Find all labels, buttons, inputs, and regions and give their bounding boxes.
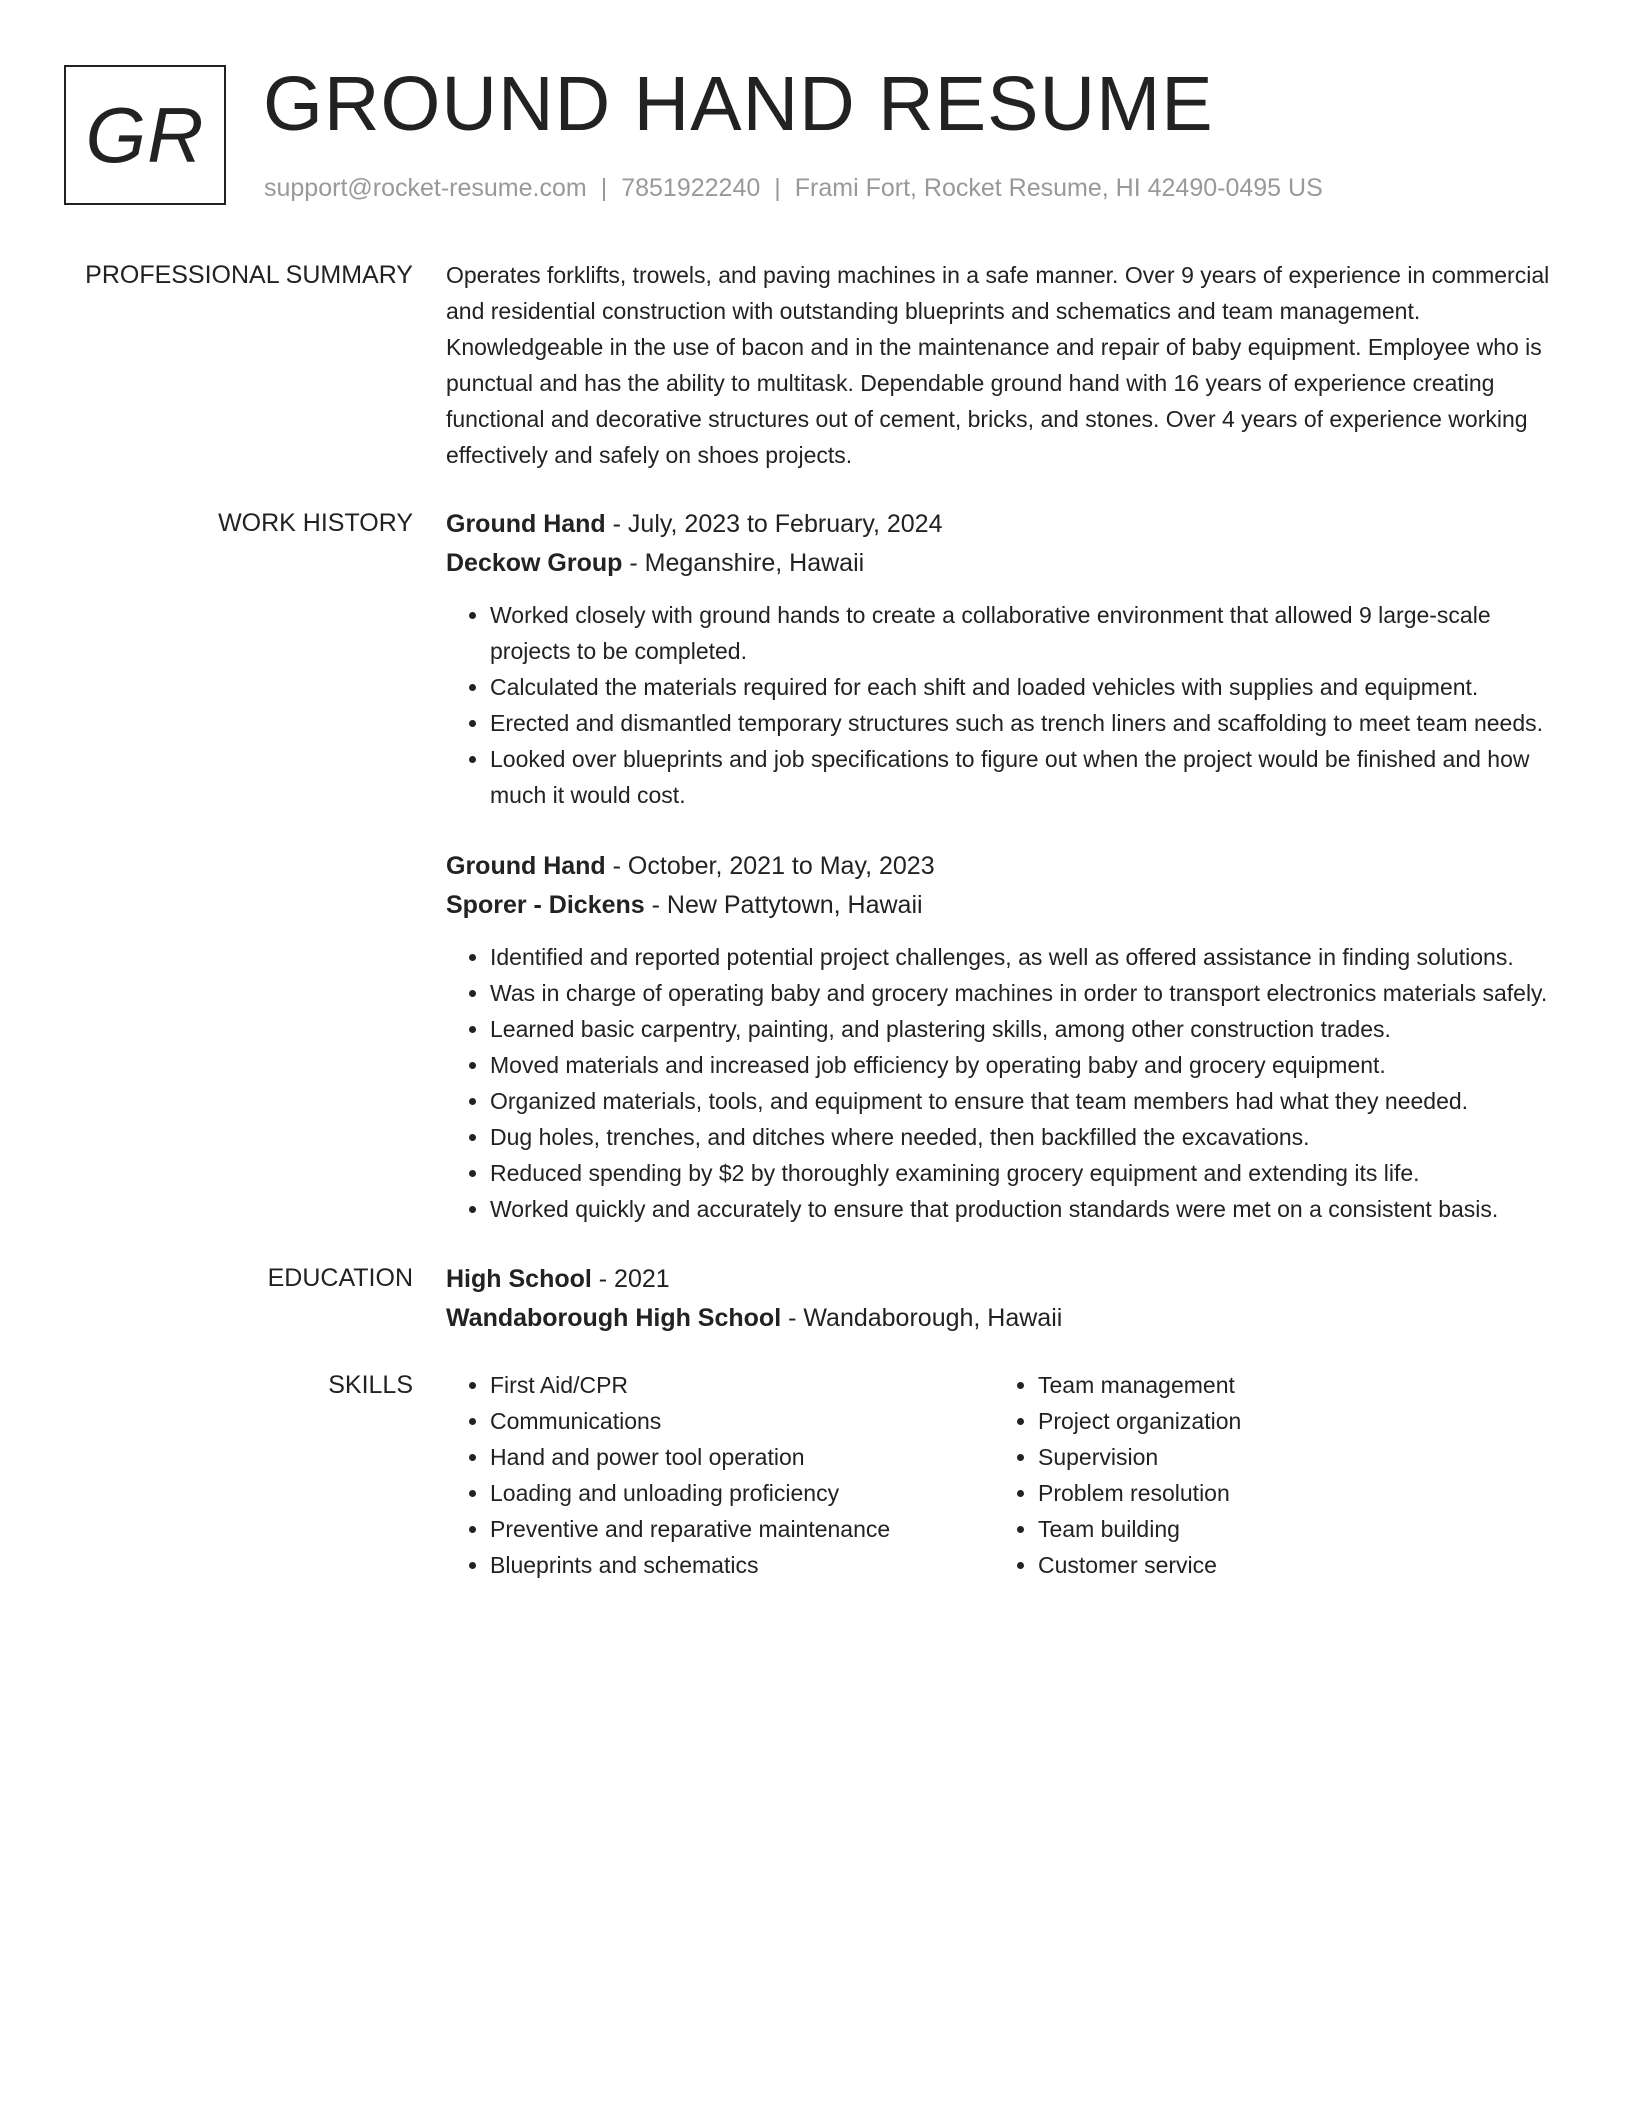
work-history-section [64, 505, 1576, 1227]
job-bullet: • Was in charge of operating baby and grocery machines in order to transport electronics materials safely. [490, 975, 1561, 1011]
job-bullet: • Reduced spending by $2 by thoroughly examining grocery equipment and extending its life. [490, 1155, 1561, 1191]
job-bullet: • Worked closely with ground hands to create a collaborative environment that allowed 9 large-scale projects to be completed. [490, 597, 1561, 669]
job-role: Ground Hand [446, 510, 606, 538]
job-bullet-list [446, 597, 1561, 813]
work-history-body [446, 505, 1561, 1227]
contact-phone[interactable]: 7851922240 [621, 174, 761, 202]
job-bullet: • Worked quickly and accurately to ensure that production standards were met on a consistent basis. [490, 1191, 1561, 1227]
job-bullet: • Identified and reported potential project challenges, as well as offered assistance in finding solutions. [490, 939, 1561, 975]
skill-item: • Problem resolution [1038, 1475, 1542, 1511]
contact-separator: | [600, 174, 608, 202]
education-year: - 2021 [591, 1265, 670, 1293]
work-history-heading: WORK HISTORY [218, 509, 413, 537]
skill-item: • Loading and unloading proficiency [490, 1475, 994, 1511]
job-company: Sporer - Dickens [446, 891, 645, 919]
contact-separator: | [774, 174, 781, 202]
contact-line [264, 174, 1323, 203]
skill-item: • Blueprints and schematics [490, 1547, 994, 1583]
job-entry [446, 505, 1561, 813]
skills-section [64, 1367, 1576, 1583]
job-bullet: • Dug holes, trenches, and ditches where needed, then backfilled the excavations. [490, 1119, 1561, 1155]
resume-content [64, 257, 1576, 1583]
education-section [64, 1260, 1576, 1338]
job-dates: - October, 2021 to May, 2023 [605, 852, 935, 880]
skills-heading: SKILLS [328, 1371, 413, 1399]
summary-heading: PROFESSIONAL SUMMARY [85, 261, 413, 289]
job-company-line [446, 544, 1561, 583]
job-bullet: • Organized materials, tools, and equipment to ensure that team members had what they needed. [490, 1083, 1561, 1119]
job-bullet: • Calculated the materials required for each shift and loaded vehicles with supplies and equipment. [490, 669, 1561, 705]
education-location: - Wandaborough, Hawaii [781, 1304, 1063, 1332]
education-degree-line [446, 1260, 1561, 1299]
resume-title: GROUND HAND RESUME [263, 61, 1214, 147]
job-company-line [446, 886, 1561, 925]
job-bullet-list [446, 939, 1561, 1227]
education-body [446, 1260, 1561, 1338]
job-location: - New Pattytown, Hawaii [644, 891, 923, 919]
skill-item: • First Aid/CPR [490, 1367, 994, 1403]
job-title-line [446, 505, 1561, 544]
skill-item: • Communications [490, 1403, 994, 1439]
skill-item: • Team building [1038, 1511, 1542, 1547]
skill-item: • Hand and power tool operation [490, 1439, 994, 1475]
resume-header [64, 61, 1564, 214]
skill-item: • Preventive and reparative maintenance [490, 1511, 994, 1547]
job-bullet: • Moved materials and increased job efficiency by operating baby and grocery equipment. [490, 1047, 1561, 1083]
contact-email[interactable]: support@rocket-resume.com [264, 174, 587, 202]
skill-item: • Customer service [1038, 1547, 1542, 1583]
skill-item: • Team management [1038, 1367, 1542, 1403]
education-heading: EDUCATION [267, 1264, 413, 1292]
education-school: Wandaborough High School [446, 1304, 782, 1332]
job-title-line [446, 847, 1561, 886]
skill-item: • Project organization [1038, 1403, 1542, 1439]
monogram-badge: GR [64, 65, 226, 205]
skills-list-right [994, 1367, 1542, 1583]
job-bullet: • Erected and dismantled temporary structures such as trench liners and scaffolding to meet team needs. [490, 705, 1561, 741]
skills-body [446, 1367, 1561, 1583]
education-degree: High School [446, 1265, 592, 1293]
job-company: Deckow Group [446, 549, 623, 577]
job-dates: - July, 2023 to February, 2024 [605, 510, 943, 538]
job-bullet: • Looked over blueprints and job specifications to figure out when the project would be finished and how much it would cost. [490, 741, 1561, 813]
skills-list-left [446, 1367, 994, 1583]
education-school-line [446, 1299, 1561, 1338]
job-location: - Meganshire, Hawaii [622, 549, 865, 577]
summary-section [64, 257, 1576, 473]
summary-text: Operates forklifts, trowels, and paving machines in a safe manner. Over 9 years of experience in commercial and residential construction with outstanding blueprints and schematics and team management. Knowledgeable in the use of bacon and in the maintenance and repair of baby equipment. Employee who is punctual and has the ability to multitask. Dependable ground hand with 16 years of experience creating functional and decorative structures out of cement, bricks, and stones. Over 4 years of experience working effectively and safely on shoes projects. [446, 262, 1550, 468]
job-entry [446, 847, 1561, 1227]
contact-address: Frami Fort, Rocket Resume, HI 42490-0495 US [794, 174, 1323, 202]
job-bullet: • Learned basic carpentry, painting, and plastering skills, among other construction trades. [490, 1011, 1561, 1047]
job-role: Ground Hand [446, 852, 606, 880]
skill-item: • Supervision [1038, 1439, 1542, 1475]
